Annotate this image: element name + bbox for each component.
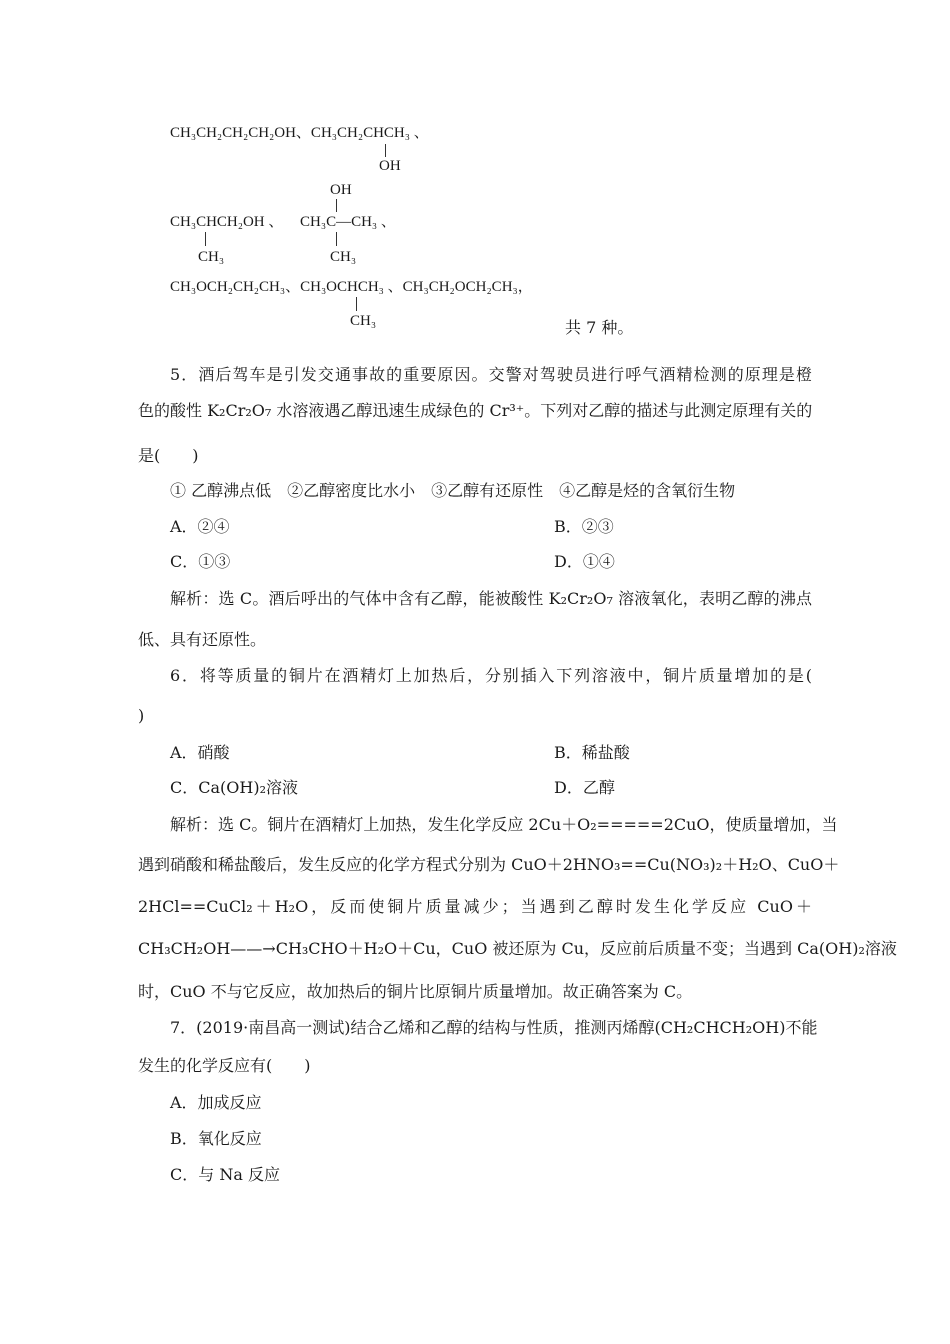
q5-stem-line-3: 是( ) (138, 446, 199, 465)
q6-answer-line-4: CH₃CH₂OH——→CH₃CHO＋H₂O＋Cu，CuO 被还原为 Cu，反应前后质量不变；当遇到 Ca(OH)₂溶液 (138, 939, 897, 958)
q6-option-a: A．硝酸 (170, 743, 230, 762)
q7-option-b: B．氧化反应 (170, 1129, 262, 1148)
formula-oh-1: OH (379, 158, 401, 174)
bond-line-1 (385, 144, 386, 157)
bond-line-2a (336, 199, 337, 212)
formula-oh-top-2: OH (330, 182, 352, 198)
q6-answer-line-3: 2HCl==CuCl₂＋H₂O，反而使铜片质量减少；当遇到乙醇时发生化学反应 CuO＋ (138, 897, 812, 916)
q6-option-b: B．稀盐酸 (554, 743, 630, 762)
q5-option-d: D．①④ (554, 552, 615, 571)
q6-answer-line-5: 时，CuO 不与它反应，故加热后的铜片比原铜片质量增加。故正确答案为 C。 (138, 982, 693, 1001)
q6-stem-line-2: ) (138, 706, 145, 725)
bond-line-2b (205, 232, 206, 246)
formula-ch3-2a: CH₃ (198, 249, 225, 265)
q5-option-a: A．②④ (170, 517, 230, 536)
q7-option-a: A．加成反应 (170, 1093, 262, 1112)
q7-stem-line-1: 7．(2019·南昌高一测试)结合乙烯和乙醇的结构与性质，推测丙烯醇(CH₂CHCH₂OH)不能 (170, 1018, 818, 1037)
formula-line-2-left: CH₃CHCH₂OH 、 (170, 214, 284, 230)
q6-option-d: D．乙醇 (554, 778, 615, 797)
q5-stem-line-1: 5．酒后驾车是引发交通事故的重要原因。交警对驾驶员进行呼气酒精检测的原理是橙 (170, 365, 812, 384)
q5-answer-line-2: 低、具有还原性。 (138, 630, 267, 649)
formula-ch3-3: CH₃ (350, 313, 377, 329)
q6-option-c: C．Ca(OH)₂溶液 (170, 778, 298, 797)
q6-answer-line-2: 遇到硝酸和稀盐酸后，发生反应的化学方程式分别为 CuO＋2HNO₃==Cu(NO₃)₂＋H₂O、CuO＋ (138, 855, 840, 874)
q5-option-b: B．②③ (554, 517, 614, 536)
formula-line-3: CH₃OCH₂CH₂CH₃、CH₃OCHCH₃ 、CH₃CH₂OCH₂CH₃， (170, 279, 533, 295)
bond-line-3 (356, 297, 357, 311)
q7-stem-line-2: 发生的化学反应有( ) (138, 1056, 311, 1075)
formula-line-1: CH₃CH₂CH₂CH₂OH、CH₃CH₂CHCH₃ 、 (170, 125, 429, 141)
formula-ch3-2b: CH₃ (330, 249, 357, 265)
q6-stem-line-1: 6．将等质量的铜片在酒精灯上加热后，分别插入下列溶液中，铜片质量增加的是( (170, 666, 812, 685)
q5-option-c: C．①③ (170, 552, 231, 571)
q7-option-c: C．与 Na 反应 (170, 1165, 280, 1184)
q6-answer-line-1: 解析：选 C。铜片在酒精灯上加热，发生化学反应 2Cu＋O₂=====2CuO，使质量增加，当 (170, 815, 838, 834)
q5-stem-line-2: 色的酸性 K₂Cr₂O₇ 水溶液遇乙醇迅速生成绿色的 Cr³⁺。下列对乙醇的描述与此测定原理有关的 (138, 401, 813, 420)
bond-line-2c (336, 232, 337, 246)
q5-answer-line-1: 解析：选 C。酒后呼出的气体中含有乙醇，能被酸性 K₂Cr₂O₇ 溶液氧化，表明乙醇的沸点 (170, 589, 812, 608)
q5-statements: ① 乙醇沸点低 ②乙醇密度比水小 ③乙醇有还原性 ④乙醇是烃的含氧衍生物 (170, 481, 736, 500)
isomer-count: 共 7 种。 (565, 318, 634, 337)
formula-line-2-right: CH₃C—CH₃ 、 (300, 214, 396, 230)
